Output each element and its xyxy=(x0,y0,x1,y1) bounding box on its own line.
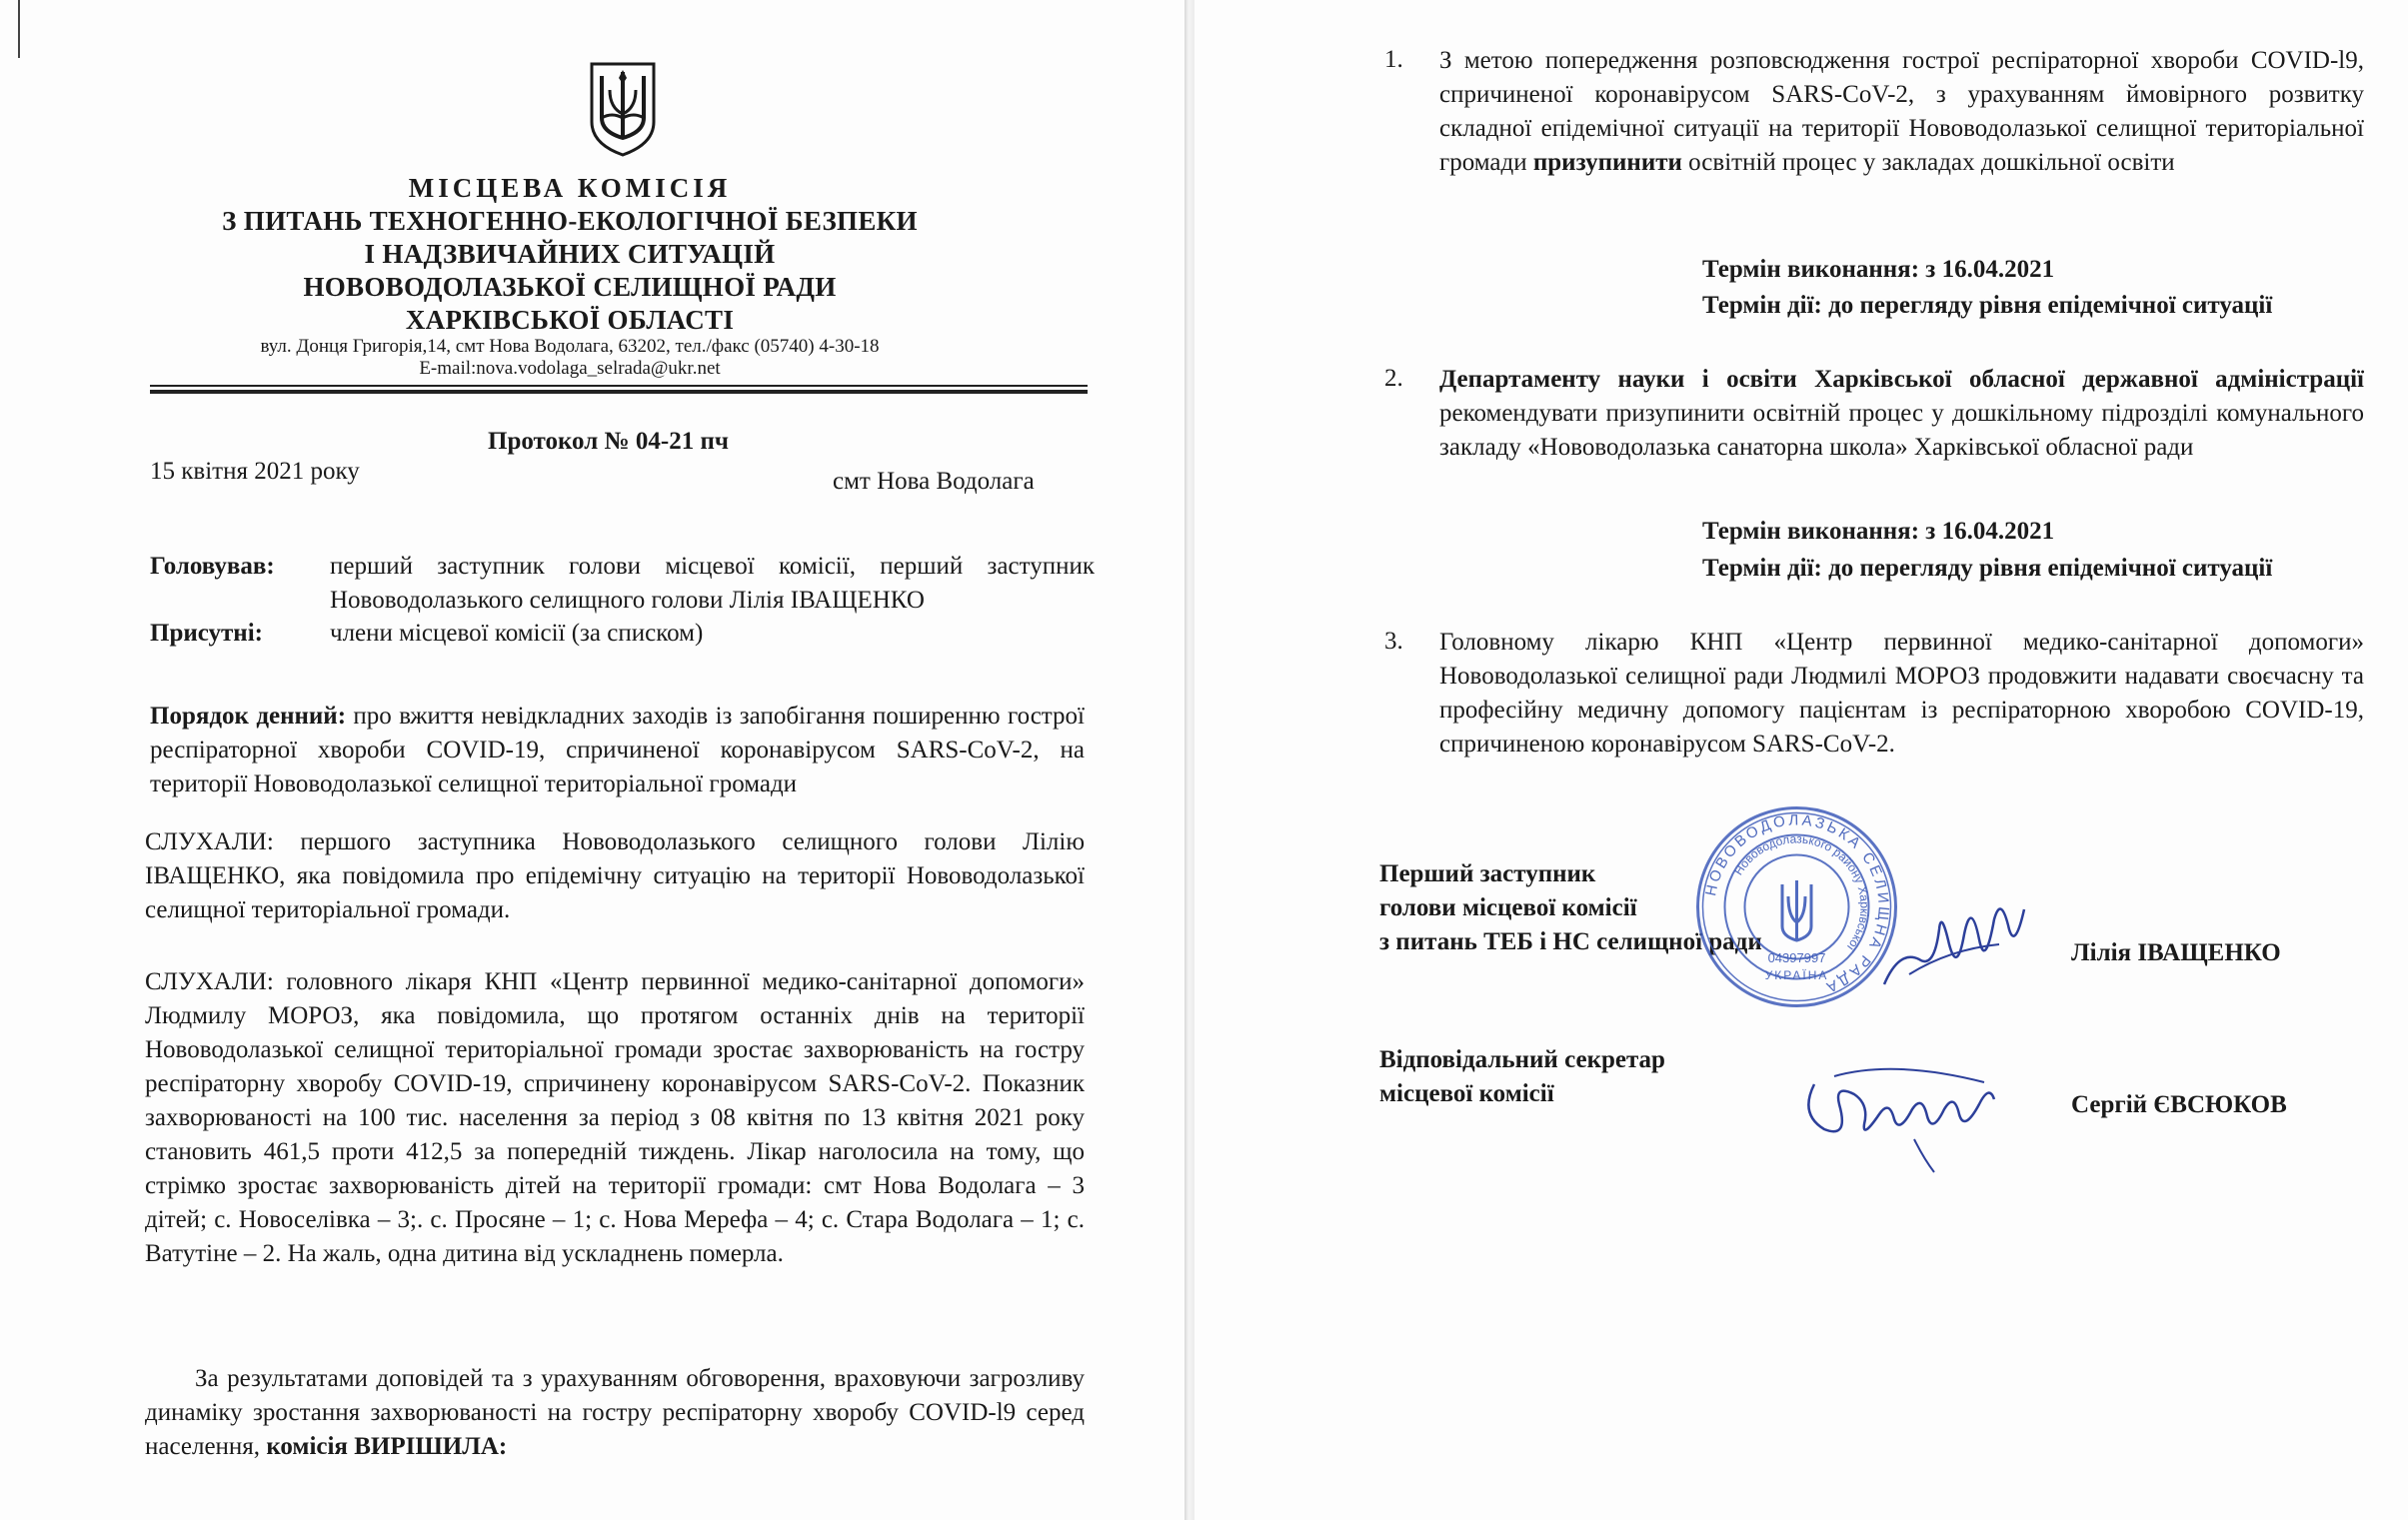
header-email: E-mail:nova.vodolaga_selrada@ukr.net xyxy=(419,358,721,379)
header-rule-thick xyxy=(150,390,1088,394)
signature-2-title-line-1: Відповідальний секретар xyxy=(1379,1046,1665,1073)
signature-2-scribble-icon xyxy=(1794,1054,2004,1174)
header-line-5: ХАРКІВСЬКОЇ ОБЛАСТІ xyxy=(405,305,735,335)
protocol-title: Протокол № 04-21 пч xyxy=(488,428,729,455)
item-1-text-bold: призупинити xyxy=(1532,149,1682,176)
item-2-text xyxy=(1439,363,2364,465)
header-line-3: І НАДЗВИЧАЙНИХ СИТУАЦІЙ xyxy=(364,239,776,269)
official-seal-icon xyxy=(1694,804,1899,1009)
signature-2-name: Сергій ЄВСЮКОВ xyxy=(2071,1091,2287,1118)
chair-text: перший заступник голови місцевої комісії, перший заступник Нововодолазького селищного голови Лілія ІВАЩЕНКО xyxy=(330,553,1095,614)
svg-text:Нововодолазького району Харків: Нововодолазького району Харківської xyxy=(1731,831,1872,954)
item-3-text: Головному лікарю КНП «Центр первинної медико-санітарної допомоги» Нововодолазької селищної ради Людмилі МОРОЗ продовжити надавати своєчасну та професійну медичну допомогу пацієнтам із респіраторною хворобою COVID-19, спричиненою коронавірусом SARS-CoV-2. xyxy=(1439,629,2364,758)
item-2-text-bold: Департаменту науки і освіти Харківської обласної державної адміністрації xyxy=(1439,366,2364,393)
header-line-2: З ПИТАНЬ ТЕХНОГЕННО-ЕКОЛОГІЧНОЇ БЕЗПЕКИ xyxy=(222,206,918,236)
item-3-number: 3. xyxy=(1384,628,1403,655)
item-1-text-pre: З метою попередження розповсюдження гострої респіраторної хвороби COVID-l9, спричиненої коронавірусом SARS-CoV-2, з урахуванням ймовірного розвитку складної епідемічної ситуації на території Нововодолазької селищної територіальної громади xyxy=(1439,47,2364,176)
chair-label: Головував: xyxy=(150,553,275,580)
conclusion-text: За результатами доповідей та з урахуванням обговорення, враховуючи загрозливу динаміку зростання захворюваності на гостру респіраторну хворобу COVID-l9 серед населення, xyxy=(145,1365,1085,1460)
header-line-1: МІСЦЕВА КОМІСІЯ xyxy=(408,173,732,203)
agenda-label: Порядок денний: xyxy=(150,703,347,730)
signature-1-scribble-icon xyxy=(1879,889,2029,999)
signature-1-title-line-2: голови місцевої комісії xyxy=(1379,894,1637,921)
page-gutter xyxy=(1185,0,1195,1520)
item-1-term-exec: Термін виконання: з 16.04.2021 xyxy=(1702,256,2055,283)
signature-1-title-line-3: з питань ТЕБ і НС селищної ради xyxy=(1379,928,1762,955)
signature-1-title-line-1: Перший заступник xyxy=(1379,860,1596,887)
item-2-term-action: Термін дії: до перегляду рівня епідемічної ситуації xyxy=(1702,555,2273,582)
signature-1-name: Лілія ІВАЩЕНКО xyxy=(2071,939,2281,966)
header-line-4: НОВОВОДОЛАЗЬКОЇ СЕЛИЩНОЇ РАДИ xyxy=(303,272,837,302)
item-1-number: 1. xyxy=(1384,46,1403,73)
agenda-text: про вжиття невідкладних заходів із запобігання поширенню гострої респіраторної хвороби COVID-19, спричиненої коронавірусом SARS-CoV-2, на території Нововодолазької селищної територіальної громади xyxy=(150,703,1085,797)
heard-2-text: СЛУХАЛИ: головного лікаря КНП «Центр первинної медико-санітарної допомоги» Людмилу МОРОЗ, яка повідомила, що протягом останніх днів на території Нововодолазької селищної територіальної громади зростає захворюваність на гостру респіраторну хворобу COVID-19, спричинену коронавірусом SARS-CoV-2. Показник захворюваності на 100 тис. населення за період з 08 квітня по 13 квітня 2021 року становить 461,5 проти 412,5 за попередній тиждень. Лікар наголосила на тому, що стрімко зростає захворюваність дітей на території громади: смт Нова Водолага – 3 дітей; с. Новоселівка – 3;. с. Просяне – 1; с. Нова Мерефа – 4; с. Стара Водолага – 1; с. Ватутіне – 2. На жаль, одна дитина від ускладнень померла. xyxy=(145,968,1085,1267)
protocol-date: 15 квітня 2021 року xyxy=(150,458,360,485)
left-page xyxy=(0,0,1185,1520)
present-text: члени місцевої комісії (за списком) xyxy=(330,620,704,647)
signature-2-title xyxy=(1379,1043,1665,1111)
item-2-text-post: рекомендувати призупинити освітній процес у дошкільному підрозділі комунального закладу «Нововодолазька санаторна школа» Харківської обласної ради xyxy=(1439,400,2364,461)
svg-text:04397997: 04397997 xyxy=(1767,950,1826,965)
conclusion-bold: комісія ВИРІШИЛА: xyxy=(266,1433,508,1460)
conclusion-block xyxy=(145,1362,1085,1464)
header-rule-thin xyxy=(150,385,1088,387)
header-address: вул. Донця Григорія,14, смт Нова Водолага, 63202, тел./факс (05740) 4-30-18 xyxy=(260,336,880,357)
scan-edge-mark xyxy=(18,0,20,58)
agenda-block xyxy=(150,700,1085,801)
trident-emblem-icon xyxy=(588,60,658,158)
protocol-place: смт Нова Водолага xyxy=(833,468,1035,495)
item-1-text-post: освітній процес у закладах дошкільної освіти xyxy=(1688,149,2175,176)
signature-2-title-line-2: місцевої комісії xyxy=(1379,1080,1554,1107)
item-1-text xyxy=(1439,44,2364,180)
heard-1-text: СЛУХАЛИ: першого заступника Нововодолазького селищного голови Лілію ІВАЩЕНКО, яка повідомила про епідемічну ситуацію на території Нововодолазької селищної територіальної громади. xyxy=(145,828,1085,923)
item-1-term-action: Термін дії: до перегляду рівня епідемічної ситуації xyxy=(1702,292,2273,319)
present-label: Присутні: xyxy=(150,620,263,647)
item-2-number: 2. xyxy=(1384,365,1403,392)
svg-text:НОВОВОДОЛАЗЬКА СЕЛИЩНА РАДА: НОВОВОДОЛАЗЬКА СЕЛИЩНА РАДА xyxy=(1702,811,1892,997)
item-2-term-exec: Термін виконання: з 16.04.2021 xyxy=(1702,518,2055,545)
svg-text:УКРАЇНА: УКРАЇНА xyxy=(1764,968,1829,982)
